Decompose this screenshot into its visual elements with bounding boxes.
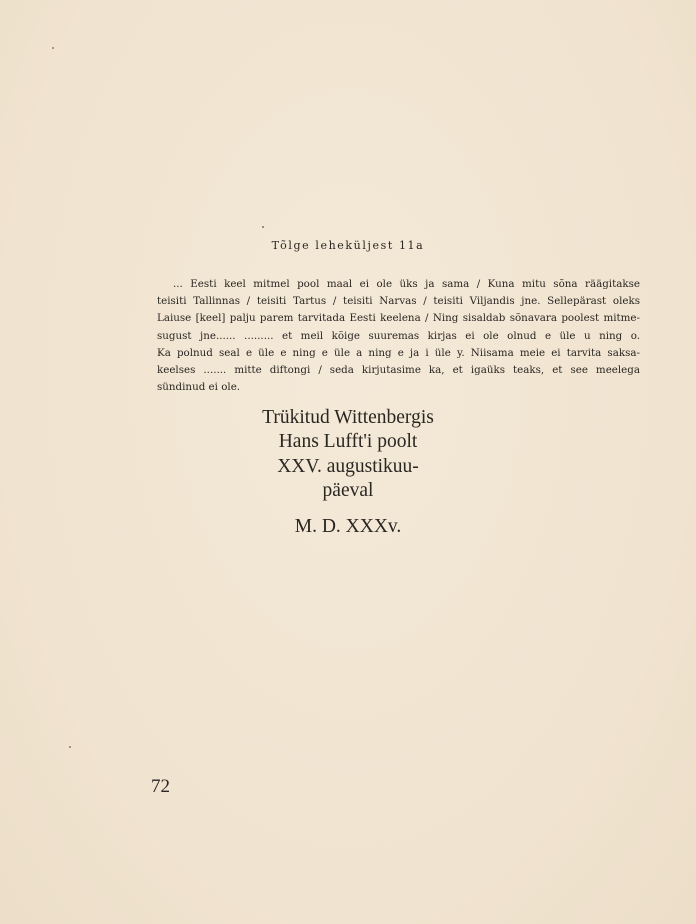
paper-speck <box>69 746 71 748</box>
colophon <box>0 406 696 539</box>
paragraph-line: teisiti Tallinnas / teisiti Tartus / teisiti Narvas / teisiti Viljandis jne. Sellepärast oleks <box>157 295 640 308</box>
colophon-line: XXV. augustikuu- <box>277 455 419 477</box>
colophon-line: Trükitud Wittenbergis <box>262 407 434 428</box>
paper-speck <box>262 226 264 228</box>
colophon-line: päeval <box>322 479 374 501</box>
colophon-date: M. D. XXXv. <box>294 516 402 538</box>
paper-speck <box>52 47 54 49</box>
page-number: 72 <box>151 776 170 797</box>
paragraph-line: sündinud ei ole. <box>157 381 241 394</box>
paragraph-line: keelses ....... mitte diftongi / seda kirjutasime ka, et igaüks teaks, et see meelega <box>157 364 640 377</box>
colophon-line: Hans Lufft'i poolt <box>278 431 418 453</box>
paragraph-line: Ka polnud seal e üle e ning e üle a ning e ja i üle y. Niisama meie ei tarvita saksa- <box>157 346 640 359</box>
translation-paragraph <box>157 276 640 396</box>
page-heading: Tõlge leheküljest 11a <box>271 239 425 252</box>
paragraph-line: sugust jne...... ......... et meil kõige suuremas kirjas ei ole olnud e üle u ning o. <box>157 329 640 342</box>
paragraph-line: ... Eesti keel mitmel pool maal ei ole üks ja sama / Kuna mitu sõna räägitakse <box>173 278 640 290</box>
paragraph-line: Laiuse [keel] palju parem tarvitada Eesti keelena / Ning sisaldab sõnavara poolest mitme- <box>157 312 640 325</box>
